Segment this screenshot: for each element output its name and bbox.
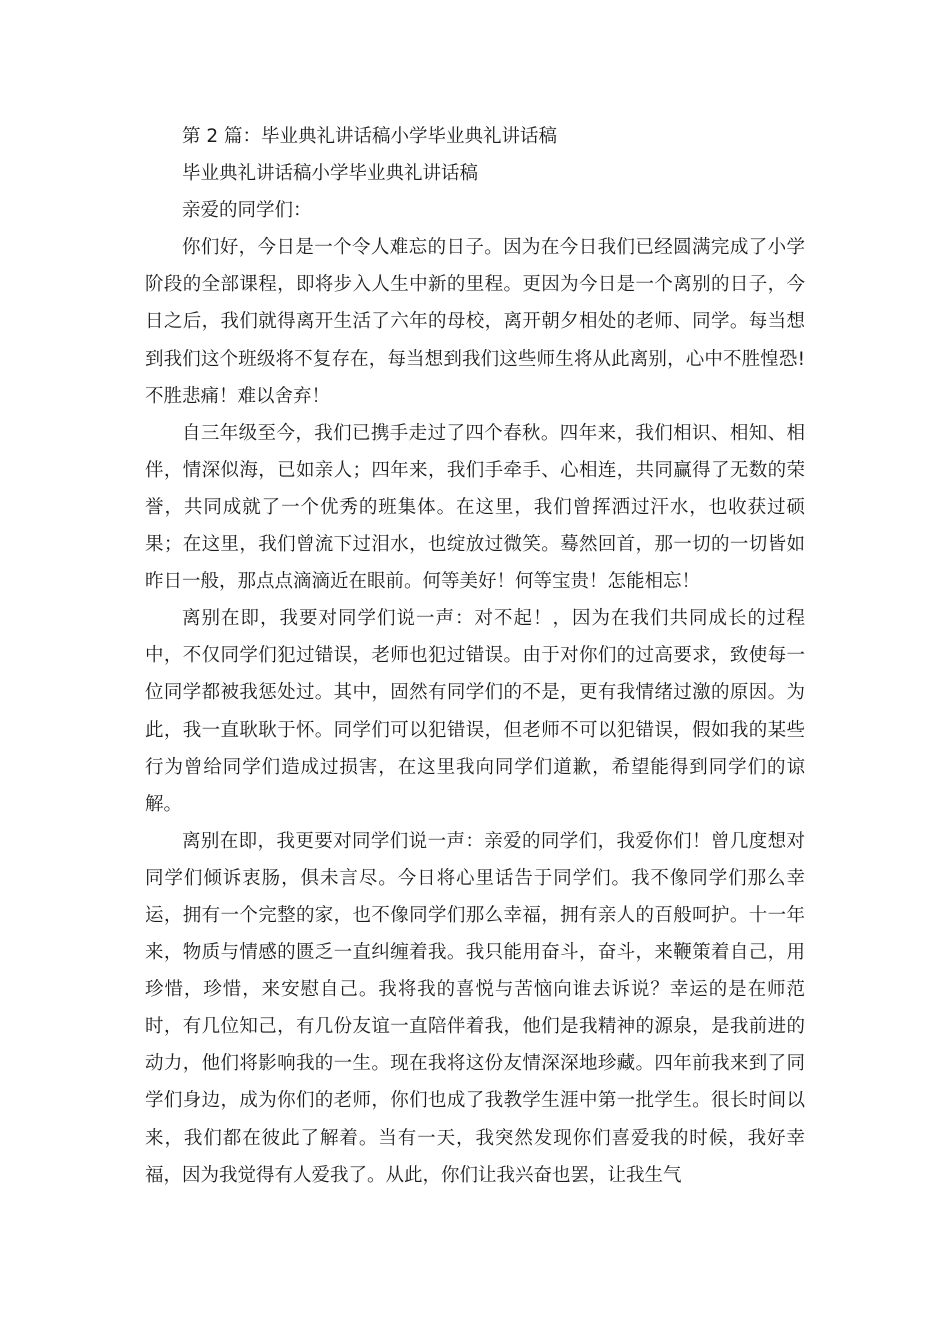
paragraph: 自三年级至今，我们已携手走过了四个春秋。四年来，我们相识、相知、相伴，情深似海，已如亲人；四年来，我们手牵手、心相连，共同赢得了无数的荣誉，共同成就了一个优秀的班集体。在这里，我们曾挥洒过汗水，也收获过硕果；在这里，我们曾流下过泪水，也绽放过微笑。蓦然回首，那一切的一切皆如昨日一般，那点点滴滴近在眼前。何等美好！何等宝贵！怎能相忘！ <box>145 422 805 593</box>
paragraph: 离别在即，我要对同学们说一声：对不起！，因为在我们共同成长的过程中，不仅同学们犯过错误，老师也犯过错误。由于对你们的过高要求，致使每一位同学都被我惩处过。其中，固然有同学们的不是，更有我情绪过激的原因。为此，我一直耿耿于怀。同学们可以犯错误，但老师不可以犯错误，假如我的某些行为曾给同学们造成过损害，在这里我向同学们道歉，希望能得到同学们的谅解。 <box>145 608 805 815</box>
document-subtitle: 毕业典礼讲话稿小学毕业典礼讲话稿 <box>182 163 479 185</box>
paragraph: 你们好，今日是一个令人难忘的日子。因为在今日我们已经圆满完成了小学阶段的全部课程，即将步入人生中新的里程。更因为今日是一个离别的日子，今日之后，我们就得离开生活了六年的母校，离开朝夕相处的老师、同学。每当想到我们这个班级将不复存在，每当想到我们这些师生将从此离别，心中不胜惶恐!不胜悲痛！难以舍弃！ <box>145 237 805 407</box>
document-heading: 第 2 篇：毕业典礼讲话稿小学毕业典礼讲话稿 <box>182 126 558 147</box>
document-page <box>145 118 805 1194</box>
paragraph: 离别在即，我更要对同学们说一声：亲爱的同学们，我爱你们！曾几度想对同学们倾诉衷肠，俱未言尽。今日将心里话告于同学们。我不像同学们那么幸运，拥有一个完整的家，也不像同学们那么幸福，拥有亲人的百般呵护。十一年来，物质与情感的匮乏一直纠缠着我。我只能用奋斗，奋斗，来鞭策着自己，用珍惜，珍惜，来安慰自己。我将我的喜悦与苦恼向谁去诉说？幸运的是在师范时，有几位知己，有几份友谊一直陪伴着我，他们是我精神的源泉，是我前进的动力，他们将影响我的一生。现在我将这份友情深深地珍藏。四年前我来到了同学们身边，成为你们的老师，你们也成了我教学生涯中第一批学生。很长时间以来，我们都在彼此了解着。当有一天，我突然发现你们喜爱我的时候，我好幸福，因为我觉得有人爱我了。从此，你们让我兴奋也罢，让我生气 <box>145 830 805 1186</box>
salutation: 亲爱的同学们： <box>182 200 312 222</box>
